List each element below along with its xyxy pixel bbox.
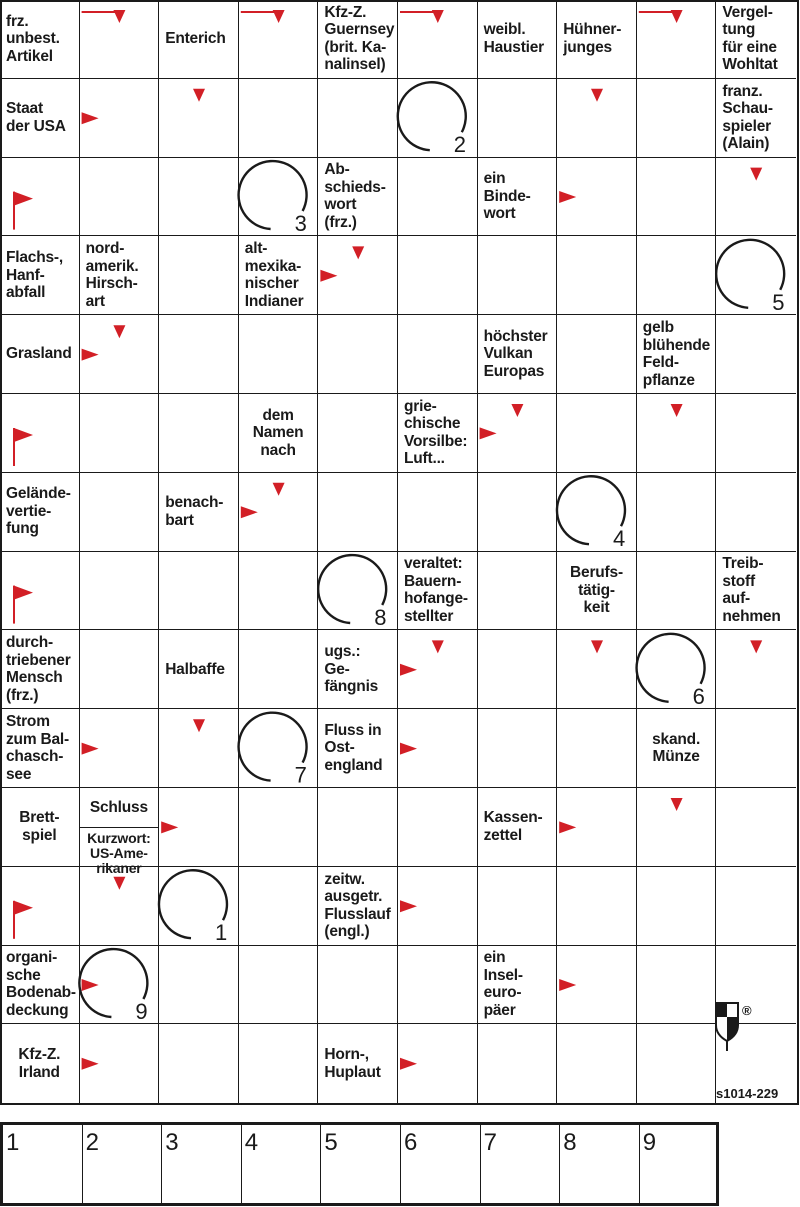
solution-number: 9 [642,1129,657,1156]
answer-cell[interactable] [0,394,80,473]
answer-cell[interactable] [80,709,160,788]
circle-number: 1 [215,920,228,946]
answer-cell[interactable] [637,158,717,237]
clue-cell [637,315,717,394]
answer-cell[interactable] [80,79,160,158]
clue-text: Ab- schieds- wort (frz.) [324,161,386,231]
clue-text: Kassen- zettel [483,809,543,844]
clue-text: Kfz-Z. Irland [18,1046,61,1081]
registered-mark: ® [742,1003,752,1018]
solution-number: 5 [324,1129,338,1156]
answer-cell[interactable] [557,709,637,788]
answer-cell[interactable] [398,630,478,709]
clue-text: Berufs- tätig- keit [570,564,623,617]
answer-cell[interactable] [557,946,637,1025]
answer-cell[interactable] [159,946,239,1025]
circle-number: 7 [294,762,307,788]
answer-cell[interactable] [557,158,637,237]
answer-cell[interactable] [80,158,160,237]
solution-box[interactable] [162,1125,242,1203]
clue-cell [0,1024,80,1103]
answer-cell[interactable] [716,867,796,946]
clue-cell [159,473,239,552]
answer-cell[interactable] [478,1024,558,1103]
clue-cell [318,709,398,788]
answer-cell[interactable] [80,867,160,946]
answer-cell[interactable] [637,946,717,1025]
clue-text-top: Schluss [89,798,148,816]
clue-text: Vergel- tung für eine Wohltat [722,3,778,74]
clue-text: veraltet: Bauern- hofange- stellter [404,555,468,625]
clue-cell [318,867,398,946]
answer-cell[interactable] [557,315,637,394]
clue-text: gelb blühende Feld- pflanze [642,319,711,389]
solution-number: 4 [244,1129,259,1156]
clue-text: Staat der USA [6,100,66,135]
clue-cell [0,788,80,867]
clue-text: Enterich [165,30,226,48]
circle-number: 3 [294,211,307,236]
solution-number: 3 [165,1129,179,1156]
answer-cell[interactable] [318,946,398,1025]
answer-cell[interactable] [159,79,239,158]
clue-cell [478,315,558,394]
clue-text: grie- chische Vorsilbe: Luft... [404,397,468,468]
clue-text: benach- bart [165,494,224,529]
answer-cell[interactable] [0,158,80,237]
circle-number: 6 [692,683,705,709]
clue-text: alt- mexika- nischer Indianer [244,240,304,310]
answer-cell[interactable] [318,788,398,867]
solution-number: 7 [483,1129,497,1156]
clue-text: organi- sche Bodenab- deckung [6,949,76,1019]
clue-text: Flachs-, Hanf- abfall [6,249,63,302]
clue-cell [318,630,398,709]
clue-text: Strom zum Bal- chasch- see [6,713,69,783]
solution-number: 8 [563,1129,577,1156]
answer-cell[interactable] [159,709,239,788]
clue-cell [0,709,80,788]
answer-cell[interactable] [239,158,319,237]
clue-text: Treib- stoff auf- nehmen [722,555,781,625]
answer-cell[interactable] [398,473,478,552]
answer-cell[interactable] [0,552,80,631]
answer-cell[interactable] [557,473,637,552]
answer-cell[interactable] [716,946,796,1025]
answer-cell[interactable] [637,788,717,867]
answer-cell[interactable] [318,473,398,552]
clue-cell [0,79,80,158]
clue-text: durch- triebener Mensch (frz.) [6,634,71,704]
solution-box[interactable] [83,1125,163,1203]
circle-number: 8 [374,605,387,630]
answer-cell[interactable] [239,867,319,946]
clue-cell [557,552,637,631]
answer-cell[interactable] [478,709,558,788]
solution-box[interactable] [560,1125,640,1203]
answer-cell[interactable] [478,79,558,158]
solution-box[interactable] [640,1125,720,1203]
puzzle-code: s1014-229 [716,1086,779,1101]
answer-cell[interactable] [716,709,796,788]
answer-cell[interactable] [398,1024,478,1103]
answer-cell[interactable] [637,552,717,631]
solution-number: 2 [85,1129,99,1156]
clue-cell [239,236,319,315]
answer-cell[interactable] [398,946,478,1025]
answer-cell[interactable] [478,236,558,315]
clue-cell [0,0,80,79]
answer-cell[interactable] [239,552,319,631]
answer-cell[interactable] [80,1024,160,1103]
clue-cell [159,0,239,79]
answer-cell[interactable] [716,394,796,473]
answer-cell[interactable] [159,552,239,631]
answer-cell[interactable] [159,867,239,946]
answer-cell[interactable] [159,158,239,237]
answer-cell[interactable] [398,709,478,788]
answer-cell[interactable] [557,79,637,158]
solution-box[interactable] [3,1125,83,1203]
clue-cell [318,1024,398,1103]
solution-box[interactable] [481,1125,561,1203]
answer-cell[interactable] [239,630,319,709]
clue-text-bottom: Kurzwort: US-Ame- rikaner [80,827,159,866]
answer-cell[interactable] [239,315,319,394]
answer-cell[interactable] [637,394,717,473]
answer-cell[interactable] [557,788,637,867]
answer-cell[interactable] [239,0,319,79]
solution-box[interactable] [401,1125,481,1203]
answer-cell[interactable] [557,394,637,473]
answer-cell[interactable] [80,630,160,709]
clue-cell [716,0,796,79]
answer-cell[interactable] [637,0,717,79]
clue-text: Hühner- junges [563,21,622,56]
answer-cell[interactable] [716,315,796,394]
answer-cell[interactable] [318,315,398,394]
answer-cell[interactable] [398,0,478,79]
clue-cell [318,158,398,237]
clue-cell [637,709,717,788]
answer-cell[interactable] [637,473,717,552]
answer-cell[interactable] [398,867,478,946]
answer-cell[interactable] [159,788,239,867]
answer-cell[interactable] [80,394,160,473]
solution-box[interactable] [321,1125,401,1203]
solution-box[interactable] [242,1125,322,1203]
answer-cell[interactable] [159,236,239,315]
clue-cell [478,158,558,237]
answer-cell[interactable] [80,946,160,1025]
answer-cell[interactable] [398,315,478,394]
clue-text: nord- amerik. Hirsch- art [85,240,139,310]
clue-cell [716,79,796,158]
solution-number: 6 [404,1129,418,1156]
circle-number: 4 [613,526,626,552]
clue-cell [557,0,637,79]
clue-cell [239,394,319,473]
clue-text: Kfz-Z. Guernsey (brit. Ka- nalinsel) [324,3,395,74]
clue-cell [0,236,80,315]
answer-cell[interactable] [716,473,796,552]
clue-text: ein Binde- wort [483,170,531,223]
answer-cell[interactable] [239,79,319,158]
answer-cell[interactable] [239,788,319,867]
clue-text: Gelände- vertie- fung [6,485,71,538]
answer-cell[interactable] [239,709,319,788]
clue-cell [0,946,80,1025]
answer-cell[interactable] [239,1024,319,1103]
answer-cell[interactable] [637,236,717,315]
answer-cell[interactable] [80,473,160,552]
answer-cell[interactable] [318,79,398,158]
answer-cell[interactable] [80,552,160,631]
solution-number: 1 [6,1129,20,1156]
answer-cell[interactable] [398,788,478,867]
solution-row [0,1122,719,1206]
clue-cell [159,630,239,709]
answer-cell[interactable] [716,236,796,315]
clue-cell [80,236,160,315]
clue-cell [478,788,558,867]
clue-text: ein Insel- euro- päer [483,949,523,1019]
answer-cell[interactable] [239,473,319,552]
answer-cell[interactable] [159,1024,239,1103]
clue-cell [398,394,478,473]
clue-text: skand. Münze [652,730,701,766]
answer-cell[interactable] [478,867,558,946]
answer-cell[interactable] [80,315,160,394]
answer-cell[interactable] [0,867,80,946]
clue-text: dem Namen nach [252,406,304,459]
clue-text: franz. Schau- spieler (Alain) [722,82,773,153]
clue-text: Horn-, Huplaut [324,1046,381,1081]
circle-number: 9 [135,999,148,1024]
clue-cell [398,552,478,631]
answer-cell[interactable] [637,79,717,158]
clue-text: höchster Vulkan Europas [483,327,548,380]
answer-cell[interactable] [398,236,478,315]
answer-cell[interactable] [478,394,558,473]
answer-cell[interactable] [637,630,717,709]
answer-cell[interactable] [318,552,398,631]
answer-cell[interactable] [557,1024,637,1103]
clue-cell [318,0,398,79]
clue-cell [0,315,80,394]
answer-cell[interactable] [557,236,637,315]
answer-cell[interactable] [159,315,239,394]
answer-cell[interactable] [557,630,637,709]
answer-cell[interactable] [637,1024,717,1103]
clue-text: Halbaffe [165,660,225,678]
circle-number: 2 [453,132,467,158]
answer-cell[interactable] [239,946,319,1025]
clue-text: Brett- spiel [19,809,60,844]
answer-cell[interactable] [398,79,478,158]
answer-cell[interactable] [398,158,478,237]
answer-cell[interactable] [557,867,637,946]
clue-cell [716,552,796,631]
answer-cell[interactable] [716,158,796,237]
clue-cell [0,473,80,552]
answer-cell[interactable] [80,0,160,79]
clue-text: ugs.: Ge- fängnis [324,643,379,696]
split-clue-cell [80,788,160,876]
answer-cell[interactable] [478,552,558,631]
answer-cell[interactable] [478,630,558,709]
answer-cell[interactable] [716,788,796,867]
clue-cell [478,946,558,1025]
clue-text: weibl. Haustier [483,21,545,56]
clue-cell [478,0,558,79]
clue-cell [0,630,80,709]
answer-cell[interactable] [318,394,398,473]
answer-cell[interactable] [716,630,796,709]
clue-text: Fluss in Ost- england [324,721,383,774]
clue-text: Grasland [6,345,72,363]
circle-number: 5 [772,289,785,315]
clue-text: frz. unbest. Artikel [6,12,60,65]
answer-cell[interactable] [318,236,398,315]
answer-cell[interactable] [478,473,558,552]
answer-cell[interactable] [159,394,239,473]
clue-text: zeitw. ausgetr. Flusslauf (engl.) [324,870,391,941]
answer-cell[interactable] [637,867,717,946]
